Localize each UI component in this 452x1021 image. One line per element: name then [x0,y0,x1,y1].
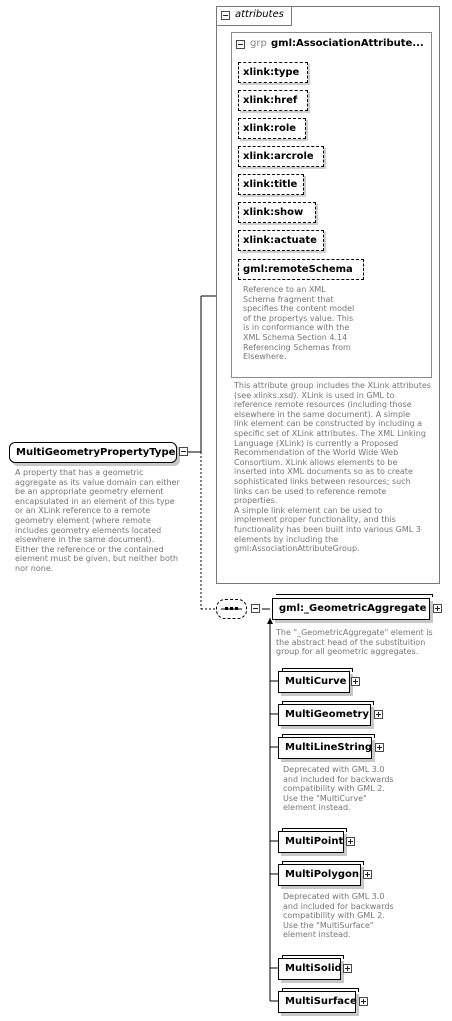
attribute-xlink-actuate[interactable]: xlink:actuate [238,230,324,251]
group-name[interactable]: gml:AssociationAttribute... [271,38,424,49]
multilinestring-expand-icon[interactable] [375,743,384,752]
group-collapse-icon[interactable] [236,40,245,49]
aggregate-name: gml:_GeometricAggregate [279,603,427,614]
attribute-xlink-href[interactable]: xlink:href [238,90,308,111]
group-prefix: grp [250,38,267,49]
element-multicurve[interactable]: MultiCurve [278,671,350,693]
element-multilinestring[interactable]: MultiLineString [278,737,372,759]
attribute-xlink-title[interactable]: xlink:title [238,174,304,195]
remote-schema-doc: Reference to an XML Schema fragment that specifies the content model of the propertys value. This is in conformance with the XML Schema Section 4.14 Referencing Schemas from Elsewhere. [243,285,355,362]
sequence-compositor[interactable] [216,599,247,619]
multigeometry-expand-icon[interactable] [374,710,383,719]
element-multipolygon[interactable]: MultiPolygon [278,864,361,886]
attribute-gml-remoteschema[interactable]: gml:remoteSchema [238,259,364,280]
multisurface-expand-icon[interactable] [359,997,368,1006]
sequence-collapse-icon[interactable] [251,604,260,613]
multipolygon-expand-icon[interactable] [363,870,372,879]
root-type-name: MultiGeometryPropertyType [16,447,176,458]
element-multisurface[interactable]: MultiSurface [278,991,356,1013]
attribute-xlink-show[interactable]: xlink:show [238,202,316,223]
root-type-node[interactable] [9,442,177,463]
aggregate-expand-icon[interactable] [433,604,442,613]
attribute-xlink-type[interactable]: xlink:type [238,62,308,83]
attribute-group-doc: This attribute group includes the XLink attributes (see xlinks.xsd). XLink is used in GML to reference remote resources (including those elsewhere in the same document). A simple link element can be constructed by including a specific set of XLink attributes. The XML Linking Language (XLink) is currently a Proposed Recommendation of the World Wide Web Consortium. XLink allows elements to be inserted into XML documents so as to create sophisticated links between resources; such links can be used to reference remote properties. A simple link element can be used to implement proper functionality, and this functionality has been built into various GML 3 elements by including the gml:AssociationAttributeGroup. [234,381,431,554]
collapse-icon[interactable] [221,11,230,20]
root-type-doc: A property that has a geometric aggregate as its value domain can either be an appropriate geometry element encapsulated in an element of this type or an XLink reference to a remote geometry element (where remote includes geometry elements located elsewhere in the same document). Either the reference or the contained element must be given, but neither both nor none. [15,468,180,573]
element-multigeometry[interactable]: MultiGeometry [278,704,371,726]
multicurve-expand-icon[interactable] [351,677,360,686]
element-multipoint[interactable]: MultiPoint [278,831,344,853]
multilinestring-doc: Deprecated with GML 3.0 and included for backwards compatibility with GML 2. Use the "MultiCurve" element instead. [283,765,394,813]
attributes-title: attributes [235,9,284,20]
attributes-header [216,6,292,26]
multipoint-expand-icon[interactable] [346,837,355,846]
aggregate-doc: The "_GeometricAggregate" element is the abstract head of the substituition group for all geometric aggregates. [276,628,433,657]
multisolid-expand-icon[interactable] [343,964,352,973]
multipolygon-doc: Deprecated with GML 3.0 and included for backwards compatibility with GML 2. Use the "MultiSurface" element instead. [283,892,394,940]
attribute-xlink-arcrole[interactable]: xlink:arcrole [238,146,324,167]
sequence-icon [217,600,246,618]
element-multisolid[interactable]: MultiSolid [278,958,341,980]
root-collapse-icon[interactable] [179,447,188,456]
aggregate-element[interactable] [272,598,430,620]
attribute-xlink-role[interactable]: xlink:role [238,118,306,139]
aggregate-stack-line [276,594,433,597]
